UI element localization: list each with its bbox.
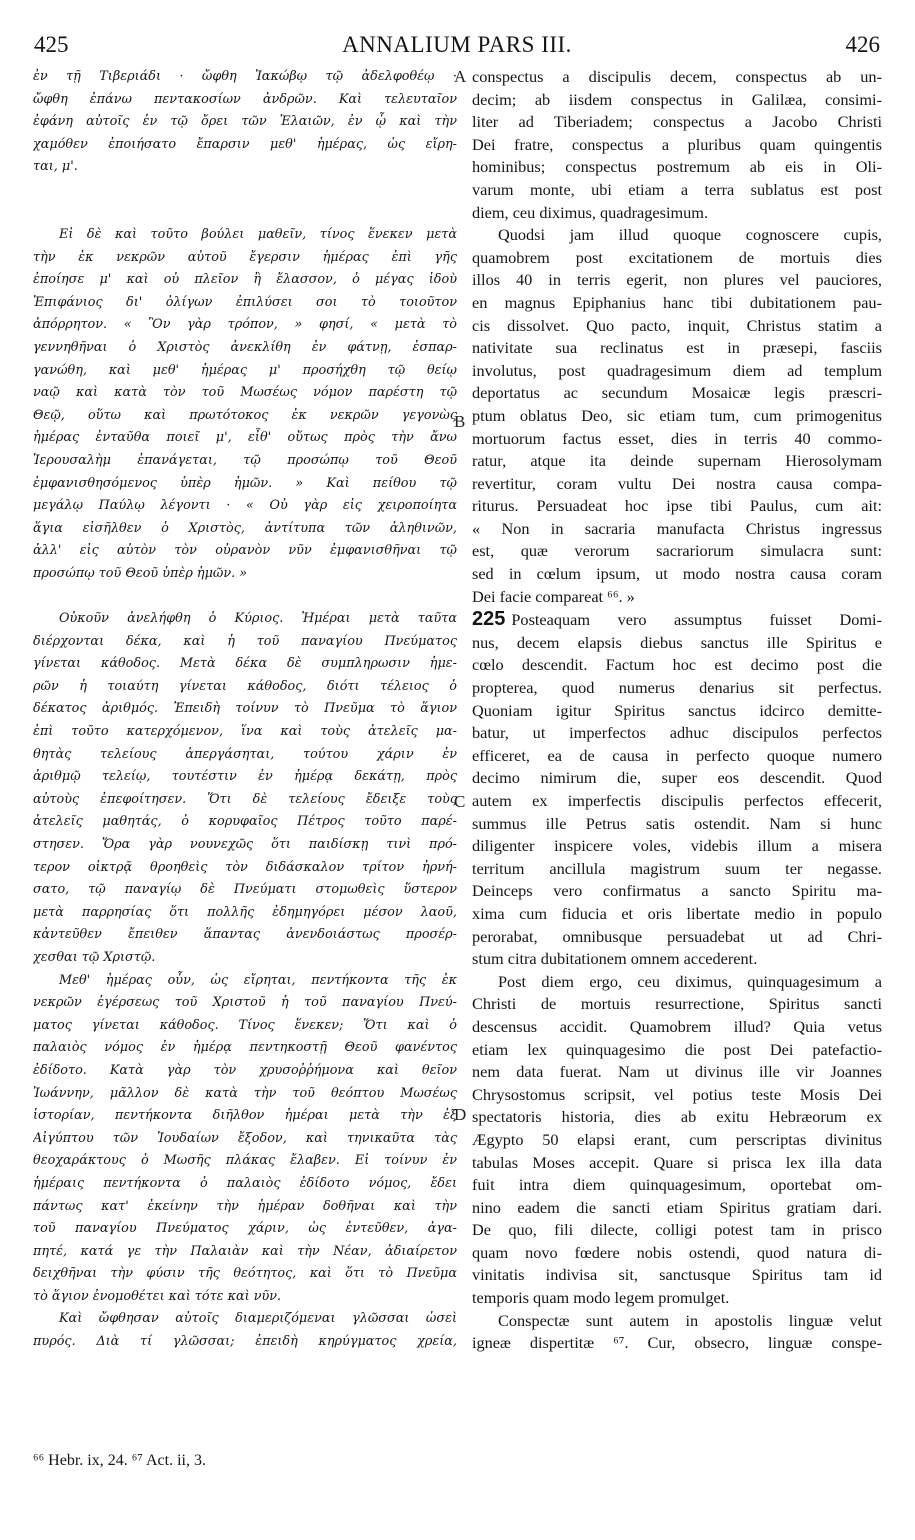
text-line: τοῦ παναγίου Πνεύματος χάριν, ὡς ἐντεῦθεν, ἀγα- [33, 1221, 457, 1237]
text-line: nem data fuerat. Nam ut divinus ille vir Joannes [472, 1062, 882, 1082]
text-line: vinitatis indivisa sit, sanctusque Spiritus tam id [472, 1265, 882, 1285]
latin-paragraph-4 [472, 971, 882, 1310]
text-line: Καὶ ὤφθησαν αὐτοῖς διαμεριζόμεναι γλῶσσαι ὡσεὶ [59, 1311, 457, 1327]
text-line: αὐτοὺς ἐπεφοίτησεν. Ὅτι δὲ τελείους ἔδειξε τοὺς [33, 791, 457, 807]
text-line: autem ex imperfectis discipulis perfectos effecerit, [472, 791, 882, 810]
text-line: μεγάλῳ Παύλῳ λέγοντι · « Οὐ γὰρ εἰς χειροποίητα [33, 498, 457, 514]
text-line: Christi de mortuis resurrectione, Spiritus sancti [472, 994, 882, 1014]
text-line: ἡμέραις πεντήκοντα ὁ παλαιὸς ἐδίδοτο νόμος, ἔδει [33, 1175, 457, 1191]
latin-paragraph-1 [472, 66, 882, 224]
text-line: nativitate sua reclinatus est in præsepi, fasciis [472, 338, 882, 358]
latin-column [472, 66, 882, 1456]
text-line: θητὰς τελείους ἀπεργάσηται, τούτου χάριν ἐν [33, 746, 457, 762]
greek-paragraph-2 [33, 224, 457, 586]
text-line: cœlo descendit. Factum hoc est decimo post die [472, 655, 882, 675]
text-line-start: Posteaquam vero assumptus fuisset Domi- [511, 610, 882, 630]
text-line: « Non in sacraria manufacta Christus ingressus [472, 518, 882, 538]
text-line: conspectus a discipulis decem, conspectus ab un- [472, 67, 882, 86]
text-line: De quo, fili dilecte, colligi potest tam in prisco [472, 1220, 882, 1240]
text-line: ρῶν ἡ τοιαύτη γίνεται κάθοδος, διότι τέλειος ὁ [33, 678, 457, 694]
text-line: diligenter inspicere voles, videbis illum a misera [472, 836, 882, 856]
text-line: batur, ut imperfectos adhuc discipulos perfectos [472, 723, 882, 743]
margin-letter-a: A [454, 67, 467, 86]
text-line: cis dissolvet. Quo pacto, inquit, Christus statim a [472, 315, 882, 335]
text-line: Ἰωάννην, μᾶλλον δὲ κατὰ τὴν τοῦ θεόπτου Μωσέως [33, 1085, 457, 1101]
text-line: γεννηθῆναι ὁ Χριστὸς ἀνεκλίθη ἐν φάτνῃ, ἐσπαρ- [33, 339, 457, 355]
text-line: Quodsi jam illud quoque cognoscere cupis, [498, 225, 882, 245]
text-line: Chrysostomus scripsit, vel potius teste Mosis Dei [472, 1084, 882, 1104]
text-line: fuit intra diem quinquagesimum, oportebat om- [472, 1175, 882, 1195]
text-line: ἀτελεῖς μαθητάς, ὁ κορυφαῖος Πέτρος τοῦτο παρέ- [33, 814, 457, 830]
greek-paragraph-4 [33, 970, 457, 1309]
text-line: διέρχονται δέκα, καὶ ἡ τοῦ παναγίου Πνεύματος [33, 633, 457, 649]
text-line: hominibus; conspectus postremum ab eis in Oli- [472, 157, 882, 177]
text-line: ἐδίδοτο. Κατὰ γὰρ τὸν χρυσοῤῥήμονα καὶ θεῖον [33, 1062, 457, 1078]
text-line: κἀντεῦθεν ἔπειθεν ἅπαντας ἀνενδοιάστως προσέρ- [33, 927, 457, 943]
text-line: revertitur, coram vultu Dei nostra causa compa- [472, 473, 882, 493]
greek-column [33, 66, 457, 1456]
margin-letter-c: C [454, 792, 466, 811]
text-line: ἀλλ' εἰς αὐτὸν τὸν οὐρανὸν νῦν ἐμφανισθῆναι τῷ [33, 543, 457, 559]
text-line: igneæ dispertitæ ⁶⁷. Cur, obsecro, linguæ conspe- [472, 1333, 882, 1353]
text-line: ἱστορίαν, πεντήκοντα διῆλθον ἡμέραι μετὰ τὴν ἐξ [33, 1108, 457, 1124]
text-line: territum ancillula magistrum suum ter negasse. [472, 858, 882, 878]
text-line: Ægypto 50 elapsi erant, cum perscriptas divinitus [472, 1129, 882, 1149]
text-line: deportatus ac secundum Mosaicæ legis præscri- [472, 383, 882, 403]
text-line: γανώθη, καὶ μεθ' ἡμέρας μ' προσήχθη τῷ θείῳ [33, 362, 457, 378]
footnotes: ⁶⁶ Hebr. ix, 24. ⁶⁷ Act. ii, 3. [33, 1452, 206, 1469]
text-line: χαμόθεν ἐποιήσατο ἔπαρσιν μεθ' ἡμέρας, ὡς εἴρη- [33, 136, 457, 152]
text-line: ἐπὶ τοῦτο κατερχόμενον, ἵνα καὶ τοὺς ἀτελεῖς μα- [33, 724, 457, 740]
text-line: μετὰ παρρησίας ὅτι πολλῆς ἐδημηγόρει μέσον λαοῦ, [33, 904, 457, 920]
text-line: Dei facie compareat ⁶⁶. » [472, 586, 635, 606]
text-line: efficeret, ea de causa in perfecto quoque numero [472, 745, 882, 765]
text-line: χεσθαι τῷ Χριστῷ. [33, 949, 156, 965]
text-line: spectatoris historia, dies ab exitu Hebræorum ex [472, 1107, 882, 1127]
text-line: Quoniam igitur Spiritus sanctus idcirco demitte- [472, 700, 882, 720]
text-line: decim; ab iisdem conspectus in Galilæa, consimi- [472, 89, 882, 109]
page-header [34, 32, 880, 62]
text-line: Μεθ' ἡμέρας οὖν, ὡς εἴρηται, πεντήκοντα τῆς ἐκ [59, 972, 457, 988]
text-line: est, quæ verorum sacrariorum simulacra sunt: [472, 541, 882, 561]
text-line: πάντως κατ' ἐκείνην τὴν ἡμέραν δοθῆναι καὶ τὴν [33, 1198, 457, 1214]
text-line: παλαιὸς νόμος ἐν ἡμέρᾳ πεντηκοστῇ Θεοῦ φανέντος [33, 1040, 457, 1056]
text-line: Ἱερουσαλὴμ ἐπανάγεται, τῷ προσώπῳ τοῦ Θεοῦ [33, 452, 457, 468]
text-line [472, 608, 882, 632]
text-line: Ἐπιφάνιος δι' ὀλίγων ἐπιλύσει σοι τὸ τοιοῦτον [33, 294, 457, 310]
text-line: ptum oblatus Deo, sic etiam tum, cum primogenitus [472, 405, 882, 425]
text-line: perorabat, omnibusque persuadebat ut ad Chri- [472, 926, 882, 946]
text-line: Εἰ δὲ καὶ τοῦτο βούλει μαθεῖν, τίνος ἕνεκεν μετὰ [59, 226, 457, 242]
text-line: δέκατος ἀριθμός. Ἐπειδὴ τοίνυν τὸ Πνεῦμα τὸ ἅγιον [33, 701, 457, 717]
greek-paragraph-5 [33, 1308, 457, 1353]
text-line: γίνεται κάθοδος. Μετὰ δέκα δὲ συμπληρωσιν ἡμε- [33, 656, 457, 672]
text-line: στησεν. Ὅρα γὰρ νουνεχῶς ὅτι παιδίσκῃ τινὶ πρό- [33, 837, 457, 852]
text-line: tabulas Moses accepit. Quare si prisca lex illa data [472, 1152, 882, 1172]
text-line: stum citra dubitationem omnem accederent. [472, 949, 758, 969]
text-line: nus, decem elapsis diebus sanctus ille Spiritus e [472, 632, 882, 652]
text-line: ἐφάνη αὐτοῖς ἐν τῷ ὄρει τῶν Ἐλαιῶν, ἐν ᾧ καὶ τὴν [33, 114, 457, 130]
margin-letter-b: B [454, 412, 466, 431]
text-line: τὸ ἅγιον ἐνομοθέτει καὶ τότε καὶ νῦν. [33, 1288, 282, 1304]
text-line: ματος γίνεται κάθοδος. Τίνος ἕνεκεν; Ὅτι καὶ ὁ [33, 1017, 457, 1033]
latin-paragraph-5 [472, 1310, 882, 1355]
text-line: πυρός. Διὰ τί γλῶσσαι; ἐπειδὴ κηρύγματος χρεία, [33, 1334, 457, 1350]
text-line: liter ad Tiberiadem; conspectus a Jacobo Christi [472, 112, 882, 132]
page-number-left: 425 [34, 32, 69, 57]
text-line: Conspectæ sunt autem in apostolis linguæ velut [498, 1310, 882, 1330]
text-line: ἐποίησε μ' καὶ οὐ πλεῖον ἢ ἔλασσον, ὁ μέγας ἰδοὺ [33, 272, 457, 288]
text-line: ται, μ'. [33, 159, 78, 175]
text-line: en magnus Epiphanius hanc tibi dubitationem pau- [472, 292, 882, 312]
text-line: quam novo fœdere nobis ostendi, quod natura di- [472, 1242, 882, 1262]
text-line: ὤφθη ἐπάνω πεντακοσίων ἀνδρῶν. Καὶ τελευταῖον [33, 91, 457, 107]
text-line: xima cum fiducia et oris libertate medio in populo [472, 903, 882, 923]
text-line: propterea, quod numerus denarius sit perfectus. [472, 678, 882, 698]
text-line: ἀριθμῷ τελείῳ, τουτέστιν ἐν ἡμέρᾳ δεκάτῃ, πρὸς [33, 769, 457, 785]
text-line: quamobrem post excitationem de mortuis dies [472, 247, 882, 267]
text-line: ratur, atque ita deinde supernam Hierosolymam [472, 451, 882, 471]
latin-paragraph-2 [472, 224, 882, 608]
page-number-right: 426 [845, 32, 880, 57]
text-line: mortuorum factus esset, dies in terris 40 commo- [472, 428, 882, 448]
text-line: illos 40 in terris egerit, non plures vel pauciores, [472, 270, 882, 290]
text-line: ναῷ καὶ κατὰ τὸν τοῦ Μωσέως νόμον παρέστη τῷ [33, 385, 457, 401]
greek-paragraph-1 [33, 66, 457, 179]
text-line: involutus, post quadragesimum diem ad templum [472, 360, 882, 380]
text-line: descensus accidit. Quamobrem illud? Quia vetus [472, 1016, 882, 1036]
text-line: varum monte, ubi etiam a terra sublatus est post [472, 179, 882, 199]
text-line: Θεῷ, οὕτω καὶ πρωτότοκος ἐκ νεκρῶν γεγονὼς [33, 407, 457, 423]
text-line: τερον οἰκτρᾷ θροηθεὶς τὸν διδάσκαλον τρίτον ἠρνή- [33, 859, 457, 875]
text-line: ἐν τῇ Τιβεριάδι · ὤφθη Ἰακώβῳ τῷ ἀδελφοθέῳ · [33, 69, 457, 84]
text-line: θεοχαράκτους ὁ Μωσῆς πλάκας ἔλαβεν. Εἰ τοίνυν ἐν [33, 1153, 457, 1169]
text-line: σατο, τῷ παναγίῳ δὲ Πνεύματι στομωθεὶς ὕστερον [33, 882, 457, 898]
greek-paragraph-3 [33, 608, 457, 970]
text-line: sed in cœlum ipsum, ut modo nostra causa coram [472, 564, 882, 584]
text-line: riturus. Persuadeat hoc ipse tibi Paulus, cum ait: [472, 496, 882, 516]
text-line: Deinceps vero confirmatus a sancto Spiritu ma- [472, 881, 882, 901]
text-line: Post diem ergo, ceu diximus, quinquagesimum a [498, 971, 882, 991]
margin-letter-d: D [454, 1105, 467, 1124]
text-line: τὴν ἐκ νεκρῶν αὐτοῦ ἔγερσιν ἡμέρας ἐπὶ γῆς [33, 249, 457, 265]
text-line: ἅγια εἰσῆλθεν ὁ Χριστὸς, ἀντίτυπα τῶν ἀληθινῶν, [33, 520, 457, 536]
text-line: nino eadem die sancti etiam Spiritus gratiam dari. [472, 1197, 882, 1217]
text-line: Οὐκοῦν ἀνελήφθη ὁ Κύριος. Ἡμέραι μετὰ ταῦτα [59, 611, 457, 627]
text-line: ἐμφανισθησόμενος ὑπὲρ ἡμῶν. » Καὶ πείθου τῷ [33, 475, 457, 491]
latin-paragraph-3 [472, 608, 882, 971]
text-line: Αἰγύπτου τῶν Ἰουδαίων ἔξοδον, καὶ τηνικαῦτα τὰς [33, 1130, 457, 1146]
text-line: summus ille Petrus satis ostendit. Nam si hunc [472, 813, 882, 833]
text-line: νεκρῶν ἐγέρσεως τοῦ Χριστοῦ ἡ τοῦ παναγίου Πνεύ- [33, 995, 457, 1011]
text-line: diem, ceu diximus, quadragesimum. [472, 202, 709, 222]
text-line: etiam lex quinquagesimo die post Dei patefactio- [472, 1039, 882, 1059]
running-title: ANNALIUM PARS III. [342, 32, 572, 57]
text-line: προσώπῳ τοῦ Θεοῦ ὑπὲρ ἡμῶν. » [33, 565, 248, 581]
text-line: Dei fratre, conspectus a pluribus quam quingentis [472, 134, 882, 154]
text-line: decimo nimirum die, super eos descendit. Quod [472, 768, 882, 788]
text-line: δειχθῆναι τὴν φύσιν τῆς θεότητος, καὶ ὅτι τὸ Πνεῦμα [33, 1266, 457, 1282]
text-line: temporis quam modo legem promulget. [472, 1288, 730, 1308]
section-number: 225 [472, 608, 506, 631]
text-line: πητέ, κατά γε τὴν Παλαιὰν καὶ τὴν Νέαν, ἀδιαίρετον [33, 1243, 457, 1259]
text-line: ἡμέρας ἐνταῦθα ποιεῖ μ', εἶθ' οὕτως πρὸς τὴν ἄνω [33, 430, 457, 446]
text-line: ἀπόρρητον. « Ὃν γὰρ τρόπον, » φησί, « μετὰ τὸ [33, 317, 457, 333]
